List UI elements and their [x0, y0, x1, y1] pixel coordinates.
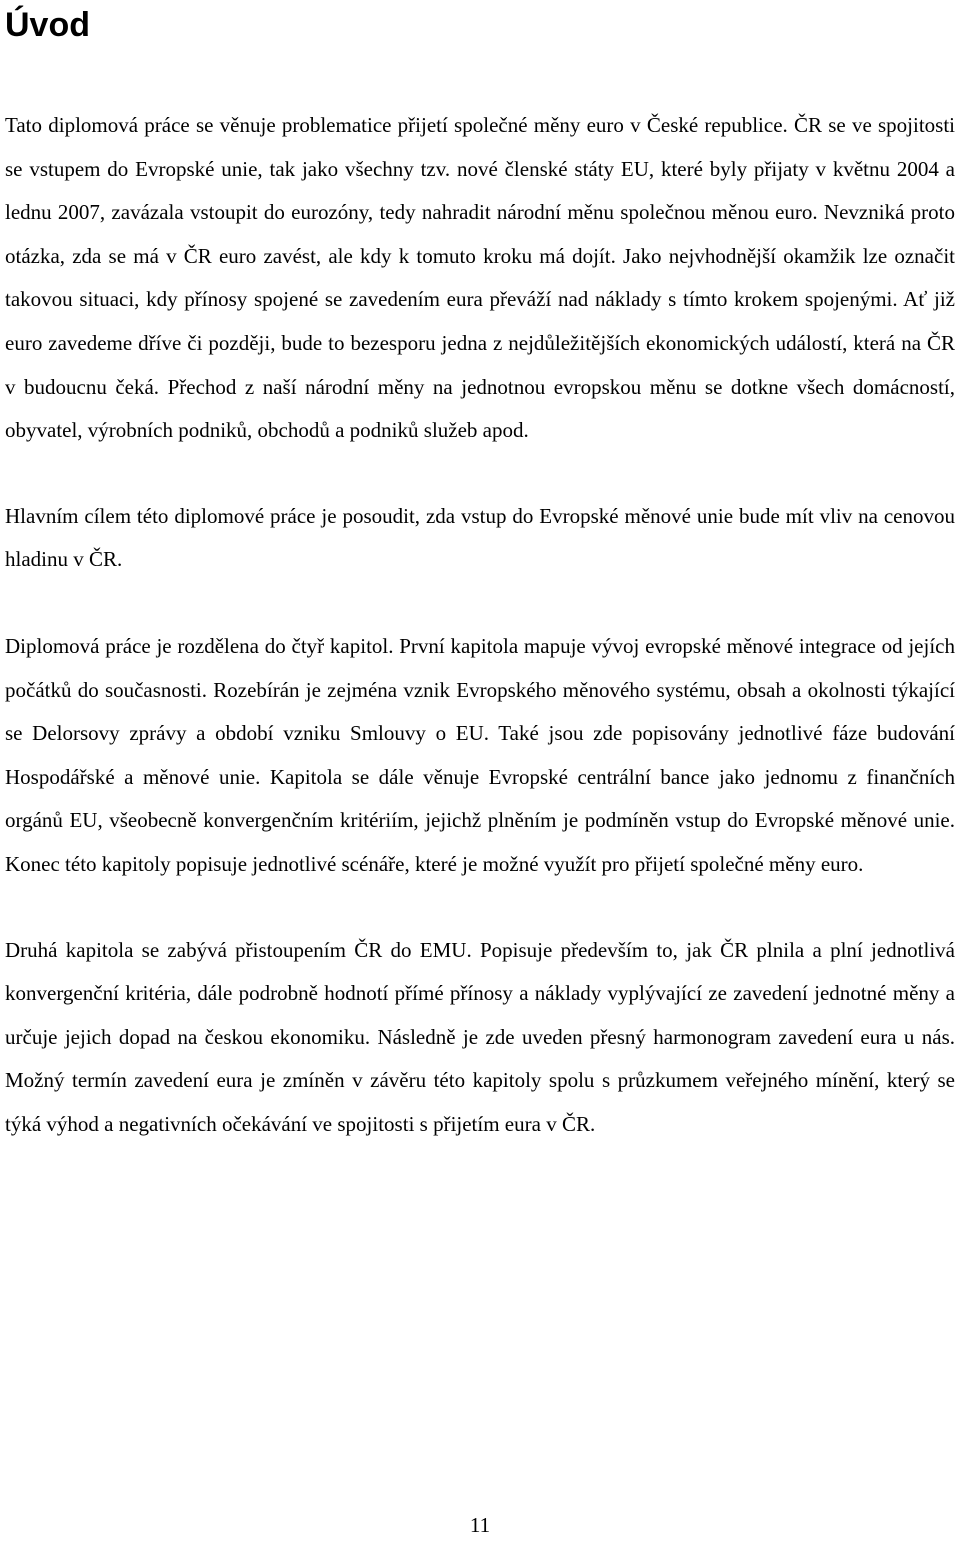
page-number: 11: [469, 1513, 491, 1537]
document-page: [5, 0, 955, 1146]
paragraph-chapter-one: Diplomová práce je rozdělena do čtyř kapitol. První kapitola mapuje vývoj evropské měnové integrace od jejích počátků do současnosti. Rozebírán je zejména vznik Evropského měnového systému, obsah a okolnosti týkající se Delorsovy zprávy a období vzniku Smlouvy o EU. Také jsou zde popisovány jednotlivé fáze budování Hospodářské a měnové unie. Kapitola se dále věnuje Evropské centrální bance jako jednomu z finančních orgánů EU, všeobecně konvergenčním kritériím, jejichž plněním je podmíněn vstup do Evropské měnové unie. Konec této kapitoly popisuje jednotlivé scénáře, které je možné využít pro přijetí společné měny euro.: [5, 633, 955, 876]
paragraph-main-goal: Hlavním cílem této diplomové práce je posoudit, zda vstup do Evropské měnové unie bude mít vliv na cenovou hladinu v ČR.: [5, 503, 955, 572]
paragraph-chapter-two: Druhá kapitola se zabývá přistoupením ČR do EMU. Popisuje především to, jak ČR plnila a plní jednotlivá konvergenční kritéria, dále podrobně hodnotí přímé přínosy a náklady vyplývající ze zavedení jednotné měny a určuje jejich dopad na českou ekonomiku. Následně je zde uveden přesný harmonogram zavedení eura u nás. Možný termín zavedení eura je zmíněn v závěru této kapitoly spolu s průzkumem veřejného mínění, který se týká výhod a negativních očekávání ve spojitosti s přijetím eura v ČR.: [5, 937, 955, 1136]
section-heading: Úvod: [5, 6, 90, 44]
paragraph-introduction: Tato diplomová práce se věnuje problematice přijetí společné měny euro v České republice. ČR se ve spojitosti se vstupem do Evropské unie, tak jako všechny tzv. nové členské státy EU, které byly přijaty v květnu 2004 a lednu 2007, zavázala vstoupit do eurozóny, tedy nahradit národní měnu společnou měnou euro. Nevzniká proto otázka, zda se má v ČR euro zavést, ale kdy k tomuto kroku má dojít. Jako nejvhodnější okamžik lze označit takovou situaci, kdy přínosy spojené se zavedením eura převáží nad náklady s tímto krokem spojenými. Ať již euro zavedeme dříve či později, bude to bezesporu jedna z nejdůležitějších ekonomických událostí, která na ČR v budoucnu čeká. Přechod z naší národní měny na jednotnou evropskou měnu se dotkne všech domácností, obyvatel, výrobních podniků, obchodů a podniků služeb apod.: [5, 113, 955, 443]
